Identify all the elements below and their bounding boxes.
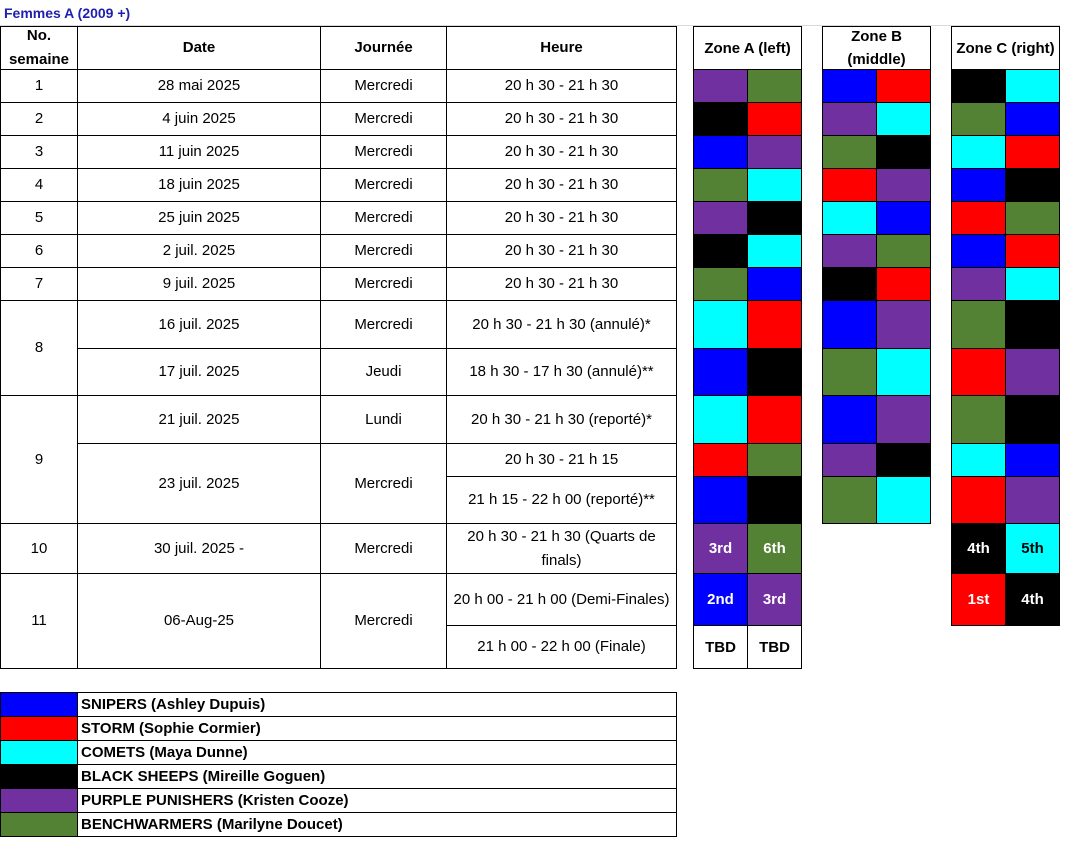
- week-cell: 5: [0, 201, 78, 235]
- time-cell: 18 h 30 - 17 h 30 (annulé)**: [446, 348, 677, 396]
- zone-b-header: Zone B (middle): [822, 26, 931, 70]
- date-cell: 21 juil. 2025: [77, 395, 321, 444]
- week-cell: 2: [0, 102, 78, 136]
- zone-c-team-cell: [951, 234, 1006, 268]
- header-week: No. semaine: [0, 26, 78, 70]
- week-cell: 11: [0, 573, 78, 669]
- playoff-cell: 3rd: [693, 523, 748, 574]
- zone-c-team-cell: [1005, 234, 1060, 268]
- zone-b-team-cell: [876, 201, 931, 235]
- zone-b-team-cell: [822, 102, 877, 136]
- legend-label: BLACK SHEEPS (Mireille Goguen): [77, 764, 677, 789]
- legend-label: BENCHWARMERS (Marilyne Doucet): [77, 812, 677, 837]
- playoff-cell: 4th: [951, 523, 1006, 574]
- legend-label: COMETS (Maya Dunne): [77, 740, 677, 765]
- zone-c-team-cell: [951, 201, 1006, 235]
- zone-a-team-cell: [693, 395, 748, 444]
- time-cell: 20 h 30 - 21 h 30: [446, 201, 677, 235]
- day-cell: Mercredi: [320, 267, 447, 301]
- legend-swatch: [0, 716, 78, 741]
- zone-b-team-cell: [876, 168, 931, 202]
- zone-b-team-cell: [876, 443, 931, 477]
- zone-c-team-cell: [1005, 168, 1060, 202]
- date-cell: 25 juin 2025: [77, 201, 321, 235]
- zone-a-team-cell: [747, 168, 802, 202]
- zone-c-team-cell: [1005, 102, 1060, 136]
- date-cell: 11 juin 2025: [77, 135, 321, 169]
- zone-c-team-cell: [1005, 395, 1060, 444]
- time-cell: 20 h 30 - 21 h 30 (Quarts de finals): [446, 523, 677, 574]
- zone-a-team-cell: [747, 443, 802, 477]
- zone-b-team-cell: [822, 135, 877, 169]
- date-cell: 30 juil. 2025 -: [77, 523, 321, 574]
- zone-b-team-cell: [876, 476, 931, 524]
- zone-c-team-cell: [1005, 201, 1060, 235]
- date-cell: 2 juil. 2025: [77, 234, 321, 268]
- week-cell: 4: [0, 168, 78, 202]
- zone-c-header: Zone C (right): [951, 26, 1060, 70]
- week-cell: 3: [0, 135, 78, 169]
- day-cell: Mercredi: [320, 234, 447, 268]
- zone-c-team-cell: [951, 102, 1006, 136]
- zone-a-team-cell: [747, 300, 802, 349]
- zone-a-team-cell: [693, 69, 748, 103]
- day-cell: Mercredi: [320, 523, 447, 574]
- zone-b-team-cell: [876, 348, 931, 396]
- zone-a-team-cell: [747, 395, 802, 444]
- day-cell: Mercredi: [320, 135, 447, 169]
- week-cell: 1: [0, 69, 78, 103]
- zone-b-team-cell: [876, 300, 931, 349]
- page-title: Femmes A (2009 +): [4, 5, 131, 21]
- time-cell: 20 h 30 - 21 h 30: [446, 135, 677, 169]
- zone-a-team-cell: [747, 135, 802, 169]
- zone-c-team-cell: [951, 348, 1006, 396]
- zone-a-team-cell: [693, 300, 748, 349]
- zone-b-team-cell: [876, 69, 931, 103]
- time-cell: 20 h 30 - 21 h 30: [446, 102, 677, 136]
- date-cell: 06-Aug-25: [77, 573, 321, 669]
- zone-b-team-cell: [822, 300, 877, 349]
- legend-swatch: [0, 788, 78, 813]
- legend-swatch: [0, 812, 78, 837]
- playoff-cell: 4th: [1005, 573, 1060, 626]
- zone-c-team-cell: [1005, 69, 1060, 103]
- zone-b-team-cell: [822, 234, 877, 268]
- time-cell: 20 h 00 - 21 h 00 (Demi-Finales): [446, 573, 677, 626]
- day-cell: Mercredi: [320, 102, 447, 136]
- zone-a-team-cell: [693, 443, 748, 477]
- day-cell: Mercredi: [320, 573, 447, 669]
- zone-c-team-cell: [951, 395, 1006, 444]
- legend-swatch: [0, 740, 78, 765]
- legend-swatch: [0, 764, 78, 789]
- zone-b-team-cell: [822, 168, 877, 202]
- date-cell: 4 juin 2025: [77, 102, 321, 136]
- zone-a-team-cell: [747, 234, 802, 268]
- day-cell: Mercredi: [320, 168, 447, 202]
- zone-c-team-cell: [951, 476, 1006, 524]
- day-cell: Lundi: [320, 395, 447, 444]
- zone-b-team-cell: [822, 476, 877, 524]
- zone-b-team-cell: [822, 395, 877, 444]
- day-cell: Mercredi: [320, 300, 447, 349]
- playoff-cell: TBD: [747, 625, 802, 669]
- day-cell: Mercredi: [320, 69, 447, 103]
- date-cell: 17 juil. 2025: [77, 348, 321, 396]
- zone-a-team-cell: [747, 476, 802, 524]
- date-cell: 28 mai 2025: [77, 69, 321, 103]
- zone-c-team-cell: [951, 300, 1006, 349]
- day-cell: Jeudi: [320, 348, 447, 396]
- day-cell: Mercredi: [320, 443, 447, 524]
- time-cell: 21 h 00 - 22 h 00 (Finale): [446, 625, 677, 669]
- zone-c-team-cell: [951, 135, 1006, 169]
- zone-c-team-cell: [951, 443, 1006, 477]
- zone-a-team-cell: [693, 135, 748, 169]
- zone-c-team-cell: [1005, 443, 1060, 477]
- time-cell: 20 h 30 - 21 h 30: [446, 267, 677, 301]
- legend-label: PURPLE PUNISHERS (Kristen Cooze): [77, 788, 677, 813]
- header-date: Date: [77, 26, 321, 70]
- playoff-cell: 3rd: [747, 573, 802, 626]
- zone-c-team-cell: [951, 267, 1006, 301]
- zone-b-team-cell: [876, 267, 931, 301]
- zone-a-team-cell: [693, 168, 748, 202]
- week-cell: 6: [0, 234, 78, 268]
- zone-a-team-cell: [747, 201, 802, 235]
- zone-c-team-cell: [1005, 267, 1060, 301]
- zone-c-team-cell: [1005, 348, 1060, 396]
- playoff-cell: 5th: [1005, 523, 1060, 574]
- zone-a-team-cell: [693, 234, 748, 268]
- time-cell: 20 h 30 - 21 h 30: [446, 168, 677, 202]
- zone-a-team-cell: [693, 476, 748, 524]
- zone-a-team-cell: [693, 348, 748, 396]
- zone-a-team-cell: [747, 69, 802, 103]
- zone-a-header: Zone A (left): [693, 26, 802, 70]
- week-cell: 10: [0, 523, 78, 574]
- zone-b-team-cell: [876, 135, 931, 169]
- time-cell: 20 h 30 - 21 h 15: [446, 443, 677, 477]
- zone-c-team-cell: [1005, 476, 1060, 524]
- date-cell: 23 juil. 2025: [77, 443, 321, 524]
- header-day: Journée: [320, 26, 447, 70]
- legend-swatch: [0, 692, 78, 717]
- zone-b-team-cell: [876, 234, 931, 268]
- zone-a-team-cell: [693, 267, 748, 301]
- header-time: Heure: [446, 26, 677, 70]
- zone-b-team-cell: [822, 201, 877, 235]
- zone-b-team-cell: [876, 395, 931, 444]
- playoff-cell: 1st: [951, 573, 1006, 626]
- time-cell: 20 h 30 - 21 h 30 (reporté)*: [446, 395, 677, 444]
- week-cell: 8: [0, 300, 78, 396]
- date-cell: 9 juil. 2025: [77, 267, 321, 301]
- zone-c-team-cell: [951, 69, 1006, 103]
- day-cell: Mercredi: [320, 201, 447, 235]
- time-cell: 20 h 30 - 21 h 30: [446, 69, 677, 103]
- zone-b-team-cell: [822, 348, 877, 396]
- time-cell: 20 h 30 - 21 h 30 (annulé)*: [446, 300, 677, 349]
- playoff-cell: 6th: [747, 523, 802, 574]
- zone-b-team-cell: [822, 443, 877, 477]
- legend-label: SNIPERS (Ashley Dupuis): [77, 692, 677, 717]
- zone-c-team-cell: [1005, 300, 1060, 349]
- playoff-cell: 2nd: [693, 573, 748, 626]
- zone-a-team-cell: [693, 102, 748, 136]
- zone-c-team-cell: [1005, 135, 1060, 169]
- date-cell: 18 juin 2025: [77, 168, 321, 202]
- zone-c-team-cell: [951, 168, 1006, 202]
- zone-a-team-cell: [747, 348, 802, 396]
- time-cell: 20 h 30 - 21 h 30: [446, 234, 677, 268]
- zone-a-team-cell: [747, 267, 802, 301]
- legend-label: STORM (Sophie Cormier): [77, 716, 677, 741]
- playoff-cell: TBD: [693, 625, 748, 669]
- zone-a-team-cell: [747, 102, 802, 136]
- zone-b-team-cell: [822, 267, 877, 301]
- time-cell: 21 h 15 - 22 h 00 (reporté)**: [446, 476, 677, 524]
- week-cell: 7: [0, 267, 78, 301]
- date-cell: 16 juil. 2025: [77, 300, 321, 349]
- zone-b-team-cell: [822, 69, 877, 103]
- week-cell: 9: [0, 395, 78, 524]
- zone-a-team-cell: [693, 201, 748, 235]
- zone-b-team-cell: [876, 102, 931, 136]
